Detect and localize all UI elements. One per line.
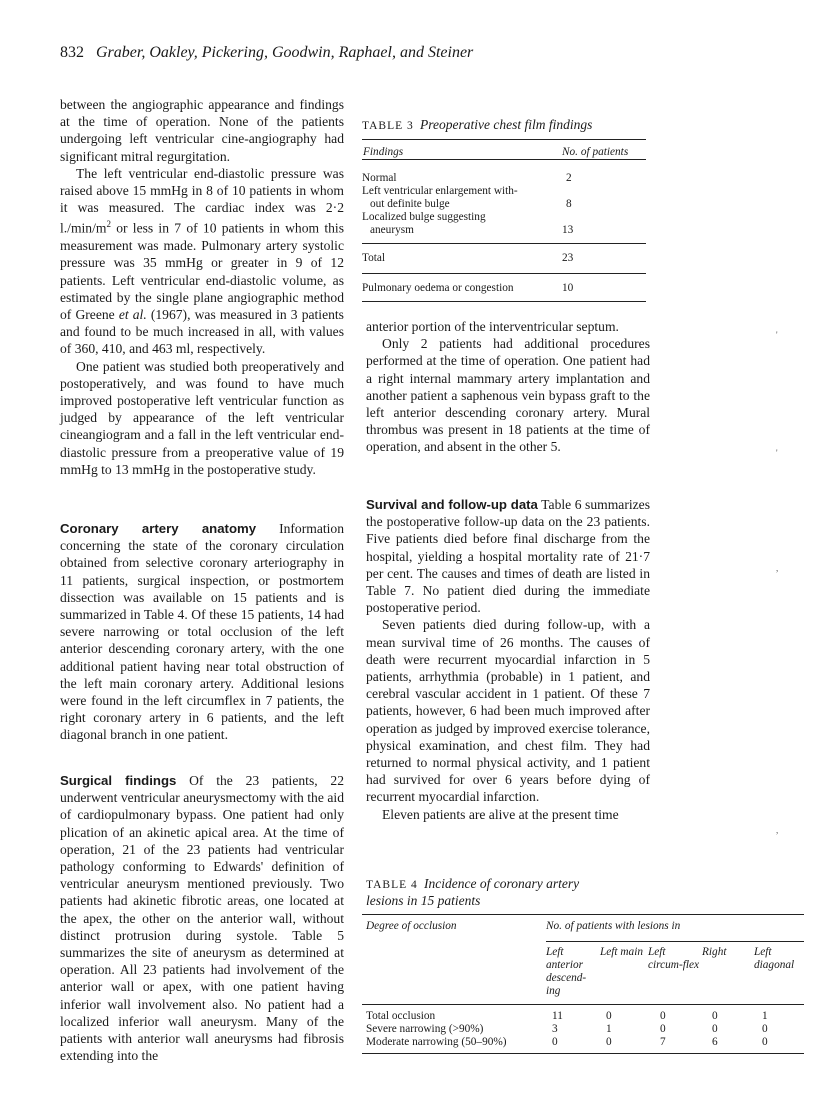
section-heading: Coronary artery anatomy [60,521,257,536]
table-row: Left ventricular enlargement with- out definite bulge 8 [362,185,572,210]
table-3 [362,117,646,303]
section-heading: Survival and follow-up data [366,497,538,512]
scan-mark: ' [776,448,778,458]
column-header: Findings [363,146,404,158]
paragraph: Eleven patients are alive at the present time [382,806,619,822]
table-caption: TABLE 3 Preoperative chest film findings [362,117,593,132]
section-survival [366,496,650,823]
table-row: Pulmonary oedema or congestion 10 [362,274,646,302]
column-header: Left circum-flex [648,946,700,971]
column-header: No. of patients [562,146,629,158]
column-header: Left main [600,946,643,958]
scan-mark: , [776,563,779,573]
paragraph: Coronary artery anatomy Information concerning the state of the coronary circulation obtained from selective coronary arteriography in 11 patients, surgical inspection, or postmortem dissection was available on 15 patients and is summarized in Table 4. Of these 15 patients, 14 had severe narrowing or total occlusion of the left anterior descending coronary artery, with the one additional patient having near total obstruction of the left main coronary artery. Additional lesions were found in the left circumflex in 7 patients, the right coronary artery in 6 patients, and the left diagonal branch in one patient. [60,521,344,743]
section-coronary-anatomy [60,520,344,744]
table-row: Total 23 [362,244,646,274]
paragraph: anterior portion of the interventricular septum. [366,319,619,334]
page-number: 832 [60,44,84,61]
section-heading: Surgical findings [60,773,177,788]
paragraph: Surgical findings Of the 23 patients, 22 underwent ventricular aneurysmectomy with the aid of cardiopulmonary bypass. One patient had only plication of an akinetic apical area. At the time of operation, 21 of the 23 patients had ventricular pathology conforming to Edwards' definition of ventricular aneurysm mentioned previously. Two patients had akinetic fibrotic areas, one located at the apex, the other on the anterior wall, without distinct protrusion during systole. Table 5 summarizes the site of aneurysm as determined at operation. All 23 patients had involvement of the anterior wall or apex, with one patient having inferior wall involvement also. No patient had a localized inferior wall aneurysm. Many of the patients with anterior wall aneurysms had fibrosis extending into the [60,773,344,1064]
left-column [60,96,344,478]
column-group-header: No. of patients with lesions in [546,920,681,932]
table-row: Localized bulge suggesting aneurysm 13 [362,211,574,236]
column-header: Left anterior descend-ing [546,946,587,997]
running-header [60,44,473,62]
scan-mark: , [776,825,779,835]
table-4-grid [362,914,804,1055]
table-4-caption: TABLE 4 Incidence of coronary artery lesions in 15 patients [366,876,580,908]
table-4 [362,914,804,1055]
paragraph: between the angiographic appearance and findings at the time of operation. None of the patients undergoing left ventricular cine-angiography had significant mitral regurgitation. [60,97,344,164]
table-3-grid [362,139,646,303]
paragraph: Only 2 patients had additional procedures performed at the time of operation. One patient had a right internal mammary artery implantation and another patient a saphenous vein bypass graft to the left anterior descending coronary artery. Mural thrombus was present in 18 patients at the time of operation, and absent in the other 5. [366,336,650,455]
table-row: Severe narrowing (>90%) 3 1 0 0 0 [366,1023,768,1035]
table-row: Total occlusion 11 0 0 0 1 [366,1010,768,1022]
right-column [366,318,650,456]
table-row: Normal 2 [362,172,572,184]
paragraph: The left ventricular end-diastolic pressure was raised above 15 mmHg in 8 of 10 patients in whom it was measured. The cardiac index was 2·2 $l./\min/m^2$ or less in 7 of 10 patients in whom this measurement was made. Pulmonary artery systolic pressure was 35 mmHg or greater in 9 of 12 patients. Left ventricular end-diastolic volume, as estimated by the single plane angiographic method of Greene et al. (1967), was measured in 3 patients and found to be much increased in all, with values of 360, 410, and 463 ml, respectively. [60,165,344,357]
table-row: Moderate narrowing (50–90%) 0 0 7 6 0 [366,1036,768,1048]
paragraph: Survival and follow-up data Table 6 summarizes the postoperative follow-up data on the 23 patients. Five patients died before final discharge from the hospital, yielding a hospital mortality rate of 21·7 per cent. The causes and times of death are listed in Table 7. No patient died during the immediate postoperative period. [366,497,650,616]
column-header: Degree of occlusion [366,920,457,932]
scan-mark: ' [776,330,778,340]
section-surgical-findings [60,772,344,1064]
author-list: Graber, Oakley, Pickering, Goodwin, Raphael, and Steiner [96,44,474,61]
column-header: Right [702,946,727,958]
paragraph: Seven patients died during follow-up, with a mean survival time of 26 months. The causes of death were recurrent myocardial infarction in 5 patients, arrhythmia (probable) in 1 patient, and cerebral vascular accident in 1 patient. Of these 7 patients, however, 6 had been much improved after operation as judged by improved exercise tolerance, physical examination, and chest film. They had returned to normal physical activity, and 1 patient had survived for over 6 years before dying of recurrent myocardial infarction. [366,617,650,805]
column-header: Left diagonal [754,946,795,971]
paragraph: One patient was studied both preoperatively and postoperatively, and was found to have much improved postoperative left ventricular function as judged by appearance of the left ventricular cineangiogram and a fall in the left ventricular end-diastolic pressure from a preoperative value of 19 mmHg to 13 mmHg in the postoperative study. [60,358,344,477]
